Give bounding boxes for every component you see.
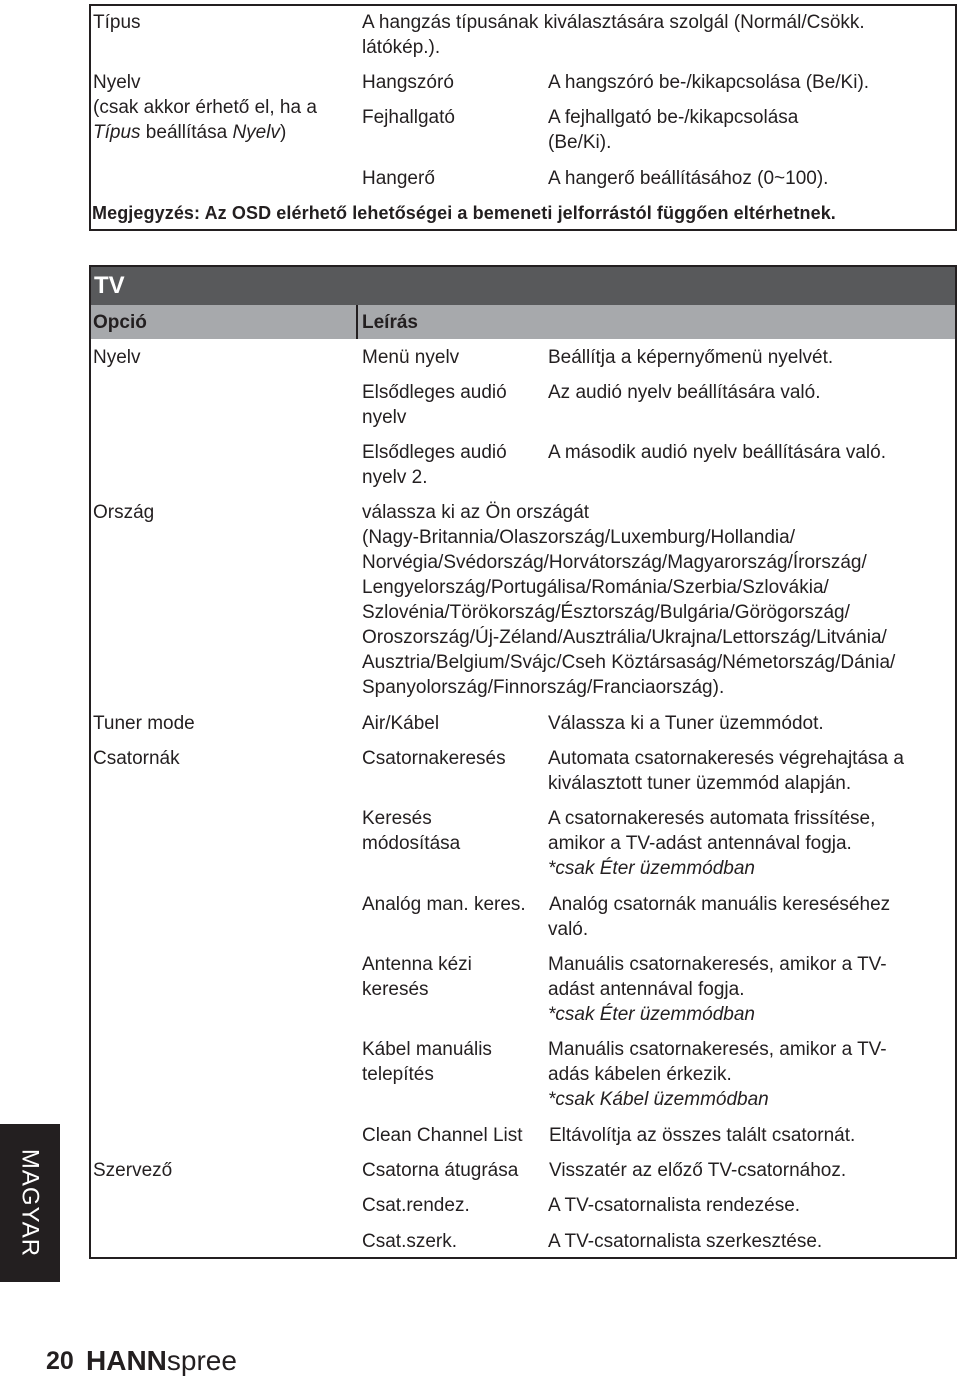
orszag-line7: Ausztria/Belgium/Svájc/Cseh Köztársaság/Németország/Dánia/ xyxy=(362,652,896,673)
csat-rendez-desc: A TV-csatornalista rendezése. xyxy=(548,1195,801,1216)
csatornakereses-desc-line1: Automata csatornakeresés végrehajtása a xyxy=(548,748,904,769)
kabel-man-note: *csak Kábel üzemmódban xyxy=(548,1089,769,1110)
csat-szerk-desc: A TV-csatornalista szerkesztése. xyxy=(548,1231,823,1252)
option-szervezo: Szervező xyxy=(93,1160,173,1181)
sub-hangero: Hangerő xyxy=(362,168,435,189)
page-number: 20 xyxy=(46,1347,74,1375)
language-side-tab-label: MAGYAR xyxy=(16,1148,44,1258)
menu-nyelv-label: Menü nyelv xyxy=(362,347,460,368)
audio-nyelv2-label-line1: Elsődleges audió xyxy=(362,442,507,463)
kabel-man-label-line2: telepítés xyxy=(362,1064,434,1085)
audio-nyelv2-label-line2: nyelv 2. xyxy=(362,467,428,488)
sub-hangszoro-desc: A hangszóró be-/kikapcsolása (Be/Ki). xyxy=(548,72,870,93)
kereses-mod-desc-line2: amikor a TV-adást antennával fogja. xyxy=(548,833,852,854)
analog-man-desc-line1: Analóg csatornák manuális kereséséhez xyxy=(549,894,891,915)
brand-logo-light: spree xyxy=(166,1345,237,1376)
sub-fejhallgato-desc-line1: A fejhallgató be-/kikapcsolása xyxy=(548,107,799,128)
brand-logo xyxy=(86,1345,237,1377)
audio-nyelv-label-line2: nyelv xyxy=(362,407,407,428)
cond-mid: beállítása xyxy=(140,122,233,143)
kabel-man-desc-line2: adás kábelen érkezik. xyxy=(548,1064,732,1085)
csatorna-atugrasa-label: Csatorna átugrása xyxy=(362,1160,519,1181)
clean-channel-label: Clean Channel List xyxy=(362,1125,523,1146)
orszag-line3: Norvégia/Svédország/Horvátország/Magyarország/Írország/ xyxy=(362,552,867,573)
kabel-man-label-line1: Kábel manuális xyxy=(362,1039,492,1060)
sub-hangszoro: Hangszóró xyxy=(362,72,454,93)
language-side-tab xyxy=(0,1124,60,1282)
antenna-kezi-label-line2: keresés xyxy=(362,979,429,1000)
kabel-man-desc-line1: Manuális csatornakeresés, amikor a TV- xyxy=(548,1039,887,1060)
kereses-mod-label-line2: módosítása xyxy=(362,833,461,854)
tipus-desc-line1: A hangzás típusának kiválasztására szolgál (Normál/Csökk. xyxy=(362,12,865,33)
analog-man-desc-line2: való. xyxy=(548,919,589,940)
tipus-italic: Típus xyxy=(93,122,141,143)
menu-nyelv-desc: Beállítja a képernyőmenü nyelvét. xyxy=(548,347,834,368)
orszag-line6: Oroszország/Új-Zéland/Ausztrália/Ukrajna/Lettország/Litvánia/ xyxy=(362,627,887,648)
option-nyelv-audio-cond-line2 xyxy=(93,120,286,145)
option-nyelv: Nyelv xyxy=(93,347,141,368)
antenna-kezi-label-line1: Antenna kézi xyxy=(362,954,472,975)
sub-fejhallgato-desc-line2: (Be/Ki). xyxy=(548,132,612,153)
kereses-mod-label-line1: Keresés xyxy=(362,808,432,829)
csat-rendez-label: Csat.rendez. xyxy=(362,1195,470,1216)
orszag-line5: Szlovénia/Törökország/Észtország/Bulgária/Görögország/ xyxy=(362,602,850,623)
osd-note: Megjegyzés: Az OSD elérhető lehetőségei a bemeneti jelforrástól függően eltérhetnek. xyxy=(92,203,836,223)
option-nyelv-audio-cond-line1: (csak akkor érhető el, ha a xyxy=(93,97,317,118)
sub-fejhallgato: Fejhallgató xyxy=(362,107,455,128)
kereses-mod-note: *csak Éter üzemmódban xyxy=(548,858,755,879)
tuner-label: Air/Kábel xyxy=(362,713,440,734)
column-header-bar xyxy=(91,305,955,339)
csatornakereses-desc-line2: kiválasztott tuner üzemmód alapján. xyxy=(548,773,852,794)
nyelv-italic: Nyelv xyxy=(232,122,280,143)
audio-nyelv-label-line1: Elsődleges audió xyxy=(362,382,507,403)
option-csatornak: Csatornák xyxy=(93,748,180,769)
antenna-kezi-desc-line2: adást antennával fogja. xyxy=(548,979,745,1000)
orszag-line8: Spanyolország/Finnország/Franciaország). xyxy=(362,677,725,698)
option-orszag: Ország xyxy=(93,502,155,523)
audio-nyelv2-desc: A második audió nyelv beállítására való. xyxy=(548,442,886,463)
option-tipus: Típus xyxy=(93,12,141,33)
analog-man-label: Analóg man. keres. xyxy=(362,894,526,915)
tipus-desc-line2: látókép.). xyxy=(362,37,441,58)
clean-channel-desc: Eltávolítja az összes talált csatornát. xyxy=(549,1125,856,1146)
tv-title-bar xyxy=(91,267,955,305)
tuner-desc: Válassza ki a Tuner üzemmódot. xyxy=(548,713,824,734)
csatorna-atugrasa-desc: Visszatér az előző TV-csatornához. xyxy=(549,1160,847,1181)
header-divider xyxy=(356,305,358,339)
orszag-line4: Lengyelország/Portugálisa/Románia/Szerbia/Szlovákia/ xyxy=(362,577,829,598)
audio-nyelv-desc: Az audió nyelv beállítására való. xyxy=(548,382,821,403)
antenna-kezi-note: *csak Éter üzemmódban xyxy=(548,1004,755,1025)
col-opcio: Opció xyxy=(93,312,147,333)
tv-title: TV xyxy=(94,272,125,299)
brand-logo-bold: HANN xyxy=(86,1345,167,1376)
kereses-mod-desc-line1: A csatornakeresés automata frissítése, xyxy=(548,808,876,829)
orszag-line1: válassza ki az Ön országát xyxy=(362,502,590,523)
antenna-kezi-desc-line1: Manuális csatornakeresés, amikor a TV- xyxy=(548,954,887,975)
csatornakereses-label: Csatornakeresés xyxy=(362,748,506,769)
cond-end: ) xyxy=(279,122,287,143)
csat-szerk-label: Csat.szerk. xyxy=(362,1231,458,1252)
orszag-line2: (Nagy-Britannia/Olaszország/Luxemburg/Hollandia/ xyxy=(362,527,795,548)
col-leiras: Leírás xyxy=(362,312,418,333)
option-nyelv-audio: Nyelv xyxy=(93,72,141,93)
option-tuner-mode: Tuner mode xyxy=(93,713,195,734)
sub-hangero-desc: A hangerő beállításához (0~100). xyxy=(548,168,829,189)
